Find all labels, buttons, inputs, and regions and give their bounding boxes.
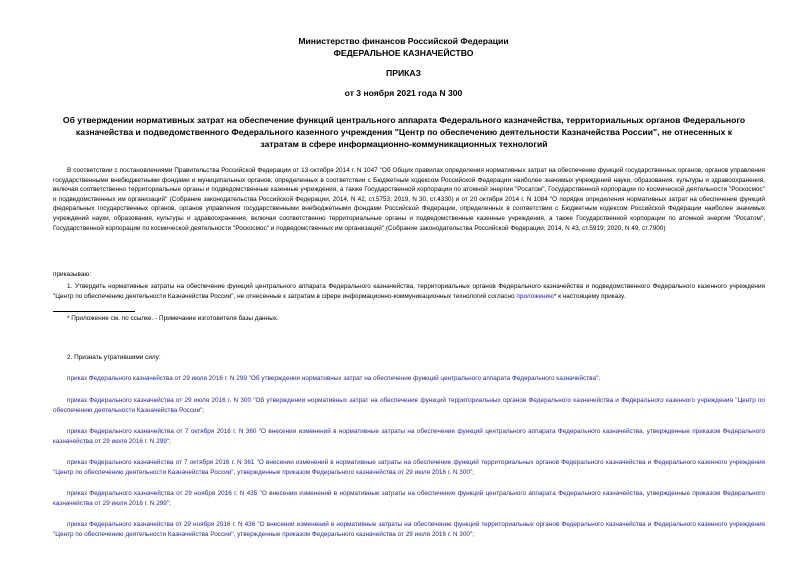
- item-1: [53, 282, 765, 301]
- item-1-suffix: * к настоящему приказу.: [553, 292, 626, 300]
- repealed-order-2[interactable]: приказ Федерального казначейства от 29 июля 2016 г. N 300 "Об утверждении нормативных затрат на обеспечение функций территориальных органов Федерального казначейства и Федерального казенного учреждения "Центр по обеспечению деятельности Казначейства России";: [53, 397, 765, 414]
- document-type: ПРИКАЗ: [386, 68, 421, 78]
- item-1-text: 1. Утвердить нормативные затраты на обеспечение функций центрального аппарата Федерального казначейства, территориальных органов Федерального казначейства и подведомственного Федерального казенного учреждения "Центр по обеспечению деятельности Казначейства России", не отнесенные к затратам в сфере информационно-коммуникационных технологий согласно: [53, 283, 765, 300]
- repealed-order-6[interactable]: приказ Федерального казначейства от 29 ноября 2016 г. N 436 "О внесении изменений в нормативные затраты на обеспечение функций территориальных органов Федерального казначейства и Федерального казенного учреждения "Центр по обеспечению деятельности Казначейства России", утвержденные приказом Федерального казначейства от 29 июля 2016 г. N 300";: [53, 521, 765, 538]
- document-title: Об утверждении нормативных затрат на обеспечение функций центрального аппарата Федерального казначейства, территориальных органов Федерального казначейства и подведомственного Федерального казенного учреждения "Центр по обеспечению деятельности Казначейства России", не отнесенных к затратам в сфере информационно-коммуникационных технологий: [62, 115, 746, 149]
- agency-name: ФЕДЕРАЛЬНОЕ КАЗНАЧЕЙСТВО: [333, 48, 474, 58]
- document-date: от 3 ноября 2021 года N 300: [344, 88, 463, 98]
- appendix-link[interactable]: приложению: [516, 292, 554, 300]
- order-word: приказываю:: [53, 271, 91, 278]
- repealed-order-1[interactable]: приказ Федерального казначейства от 29 июля 2016 г. N 299 "Об утверждении нормативных затрат на обеспечение функций центрального аппарата Федерального казначейства";: [67, 375, 601, 382]
- repealed-order-4[interactable]: приказ Федерального казначейства от 7 октября 2016 г. N 361 "О внесении изменений в нормативные затраты на обеспечение функций территориальных органов Федерального казначейства и Федерального казенного учреждения "Центр по обеспечению деятельности Казначейства России", утвержденные приказом Федерального казначейства от 29 июля 2016 г. N 300";: [53, 459, 765, 476]
- item-2: 2. Признать утратившими силу:: [67, 354, 161, 361]
- repealed-order-3[interactable]: приказ Федерального казначейства от 7 октября 2016 г. N 360 "О внесении изменений в нормативные затраты на обеспечение функций центрального аппарата Федерального казначейства, утвержденные приказом Федерального казначейства от 29 июля 2016 г. N 299";: [53, 428, 765, 445]
- preamble-paragraph: В соответствии с постановлениями Правительства Российской Федерации от 13 октября 2014 г. N 1047 "Об Общих правилах определения нормативных затрат на обеспечение функций государственных органов, органов управления государственными внебюджетными фондами и муниципальных органов, определенных в соответствии с Бюджетным кодексом Российской Федерации наиболее значимых учреждений науки, образования, культуры и здравоохранения, включая соответственно территориальные органы и подведомственные казенные учреждения, а также Государственной корпорации по атомной энергии "Росатом", Государственной корпорации по космической деятельности "Роскосмос" и подведомственных им организаций" (Собрание законодательства Российской Федерации, 2014, N 42, ст.5753; 2019, N 30, ст.4330) и от 20 октября 2014 г. N 1084 "О порядке определения нормативных затрат на обеспечение функций федеральных государственных органов, органов управления государственными внебюджетными фондами Российской Федерации, определенных в соответствии с Бюджетным кодексом Российской Федерации наиболее значимых учреждений науки, образования, культуры и здравоохранения, включая соответственно территориальные органы и подведомственные казенные учреждения, а также Государственной корпорации по атомной энергии "Росатом", Государственной корпорации по космической деятельности "Роскосмос" и подведомственных им организаций" (Собрание законодательства Российской Федерации, 2014, N 43, ст.5919; 2020, N 49, ст.7900): [53, 167, 765, 232]
- repealed-order-5[interactable]: приказ Федерального казначейства от 29 ноября 2016 г. N 435 "О внесении изменений в нормативные затраты на обеспечение функций центрального аппарата Федерального казначейства, утвержденные приказом Федерального казначейства от 29 июля 2016 г. N 299";: [53, 490, 765, 507]
- ministry-name: Министерство финансов Российской Федерации: [298, 36, 509, 46]
- footnote-separator: [53, 311, 135, 312]
- footnote: * Приложение см. по ссылке. - Примечание изготовителя базы данных.: [67, 315, 279, 322]
